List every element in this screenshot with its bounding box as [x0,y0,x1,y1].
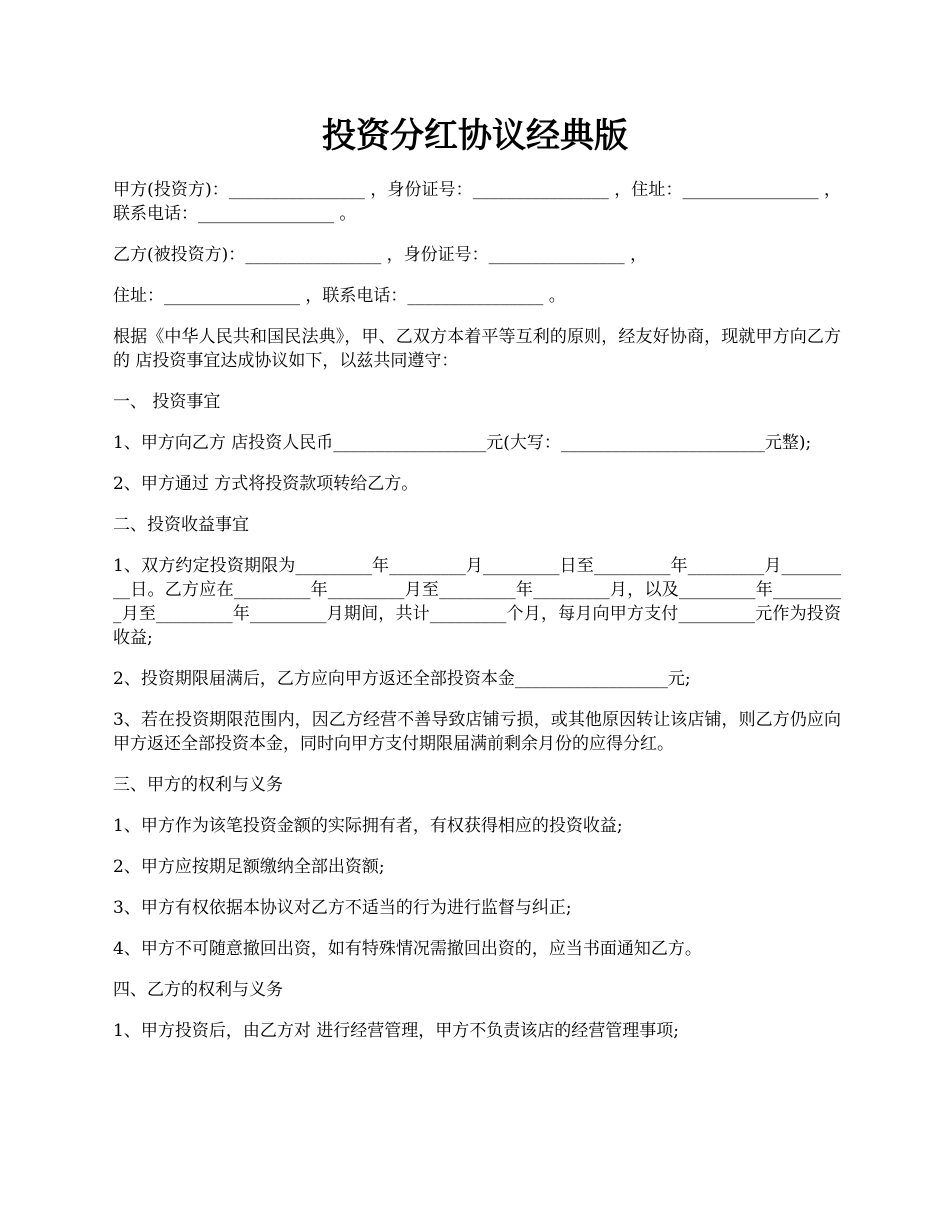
clause-2-3: 3、若在投资期限范围内，因乙方经营不善导致店铺亏损，或其他原因转让该店铺，则乙方仍应向甲方返还全部投资本金，同时向甲方支付期限届满前剩余月份的应得分红。 [113,710,841,754]
party-b-info: 乙方(被投资方)：________________ ，身份证号：________________ ， [113,245,648,265]
clause-3-3: 3、甲方有权依据本协议对乙方不适当的行为进行监督与纠正; [113,898,572,918]
document-title: 投资分红协议经典版 [322,116,628,156]
clause-3-4: 4、甲方不可随意撤回出资，如有特殊情况需撤回出资的，应当书面通知乙方。 [113,939,702,959]
section-heading-4: 四、乙方的权利与义务 [113,980,283,1000]
preamble: 根据《中华人民共和国民法典》，甲、乙双方本着平等互利的原则，经友好协商，现就甲方向乙方的 店投资事宜达成协议如下，以兹共同遵守： [113,327,841,371]
document-body [113,178,841,1060]
section-heading-2: 二、投资收益事宜 [113,515,249,535]
clause-1-2: 2、甲方通过 方式将投资款项转给乙方。 [113,474,419,494]
clause-2-1: 1、双方约定投资期限为_________年_________月_________日至_________年_________月_________日。乙方应在_________年_________月至_________年_________月，以及_________年_________月至_________年_________月期间，共计_________个月，每月向甲方支付_________元作为投资收益; [113,556,841,648]
clause-1-1: 1、甲方向乙方 店投资人民币__________________元(大写：________________________元整); [113,433,812,453]
party-b-address: 住址：________________ ，联系电话：________________ 。 [113,286,566,306]
section-heading-1: 一、 投资事宜 [113,392,221,412]
section-heading-3: 三、甲方的权利与义务 [113,775,283,795]
clause-2-2: 2、投资期限届满后，乙方应向甲方返还全部投资本金__________________元; [113,669,691,689]
party-a-info: 甲方(投资方)：________________ ，身份证号：________________ ，住址：________________ ，联系电话：________________ 。 [113,180,841,224]
clause-3-1: 1、甲方作为该笔投资金额的实际拥有者，有权获得相应的投资收益; [113,816,623,836]
clause-4-1: 1、甲方投资后，由乙方对 进行经营管理，甲方不负责该店的经营管理事项; [113,1021,679,1041]
clause-3-2: 2、甲方应按期足额缴纳全部出资额; [113,857,385,877]
